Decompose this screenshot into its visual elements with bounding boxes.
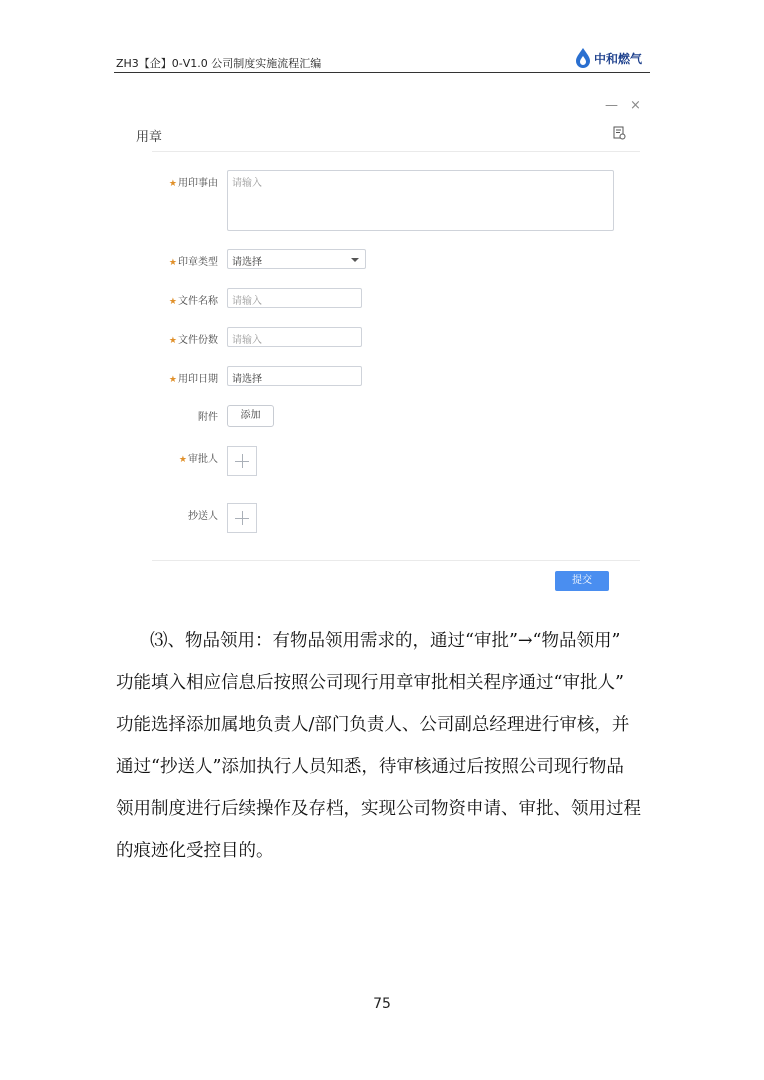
seal-type-value: 请选择	[232, 257, 262, 268]
required-star-icon: ★	[178, 455, 187, 465]
required-star-icon: ★	[168, 336, 177, 346]
reason-label: ★用印事由	[168, 178, 218, 189]
body-line: ⑶、物品领用：有物品领用需求的，通过“审批”→“物品领用”	[150, 631, 621, 651]
form-settings-icon[interactable]	[612, 126, 626, 140]
flame-drop-icon	[574, 47, 592, 69]
minimize-button[interactable]: —	[605, 98, 618, 113]
seal-type-select[interactable]	[227, 249, 366, 269]
add-cc-button[interactable]	[227, 503, 257, 533]
body-line: 功能选择添加属地负责人/部门负责人、公司副总经理进行审核，并	[116, 715, 630, 735]
dialog-divider-top	[152, 151, 640, 152]
required-star-icon: ★	[168, 179, 177, 189]
body-line: 功能填入相应信息后按照公司现行用章审批相关程序通过“审批人”	[116, 673, 624, 693]
add-approver-button[interactable]	[227, 446, 257, 476]
cc-label: 抄送人	[188, 511, 218, 522]
body-line: 领用制度进行后续操作及存档，实现公司物资申请、审批、领用过程	[116, 799, 641, 819]
document-header-code: ZH3【企】0-V1.0 公司制度实施流程汇编	[116, 57, 322, 70]
dialog-title: 用章	[136, 130, 163, 145]
add-attachment-button[interactable]: 添加	[227, 405, 274, 427]
seal-type-label: ★印章类型	[168, 257, 218, 268]
body-line: 通过“抄送人”添加执行人员知悉，待审核通过后按照公司现行物品	[116, 757, 624, 777]
dialog-divider-bottom	[152, 560, 640, 561]
copies-input[interactable]: 请输入	[227, 327, 362, 347]
file-name-input[interactable]: 请输入	[227, 288, 362, 308]
reason-textarea[interactable]: 请输入	[227, 170, 614, 231]
submit-button[interactable]: 提交	[555, 571, 609, 591]
date-picker[interactable]: 请选择	[227, 366, 362, 386]
company-logo	[574, 47, 642, 69]
seal-request-dialog	[118, 95, 648, 600]
body-paragraph	[116, 620, 652, 872]
attachment-label: 附件	[198, 412, 218, 423]
required-star-icon: ★	[168, 375, 177, 385]
approver-label: ★审批人	[178, 454, 218, 465]
required-star-icon: ★	[168, 297, 177, 307]
chevron-down-icon	[351, 258, 359, 262]
date-label: ★用印日期	[168, 374, 218, 385]
body-line: 的痕迹化受控目的。	[116, 841, 274, 861]
close-button[interactable]: ×	[630, 98, 641, 113]
file-name-label: ★文件名称	[168, 296, 218, 307]
header-divider	[114, 72, 650, 73]
page-number: 75	[373, 996, 391, 1012]
copies-label: ★文件份数	[168, 335, 218, 346]
required-star-icon: ★	[168, 258, 177, 268]
logo-text: 中和燃气	[594, 51, 643, 66]
